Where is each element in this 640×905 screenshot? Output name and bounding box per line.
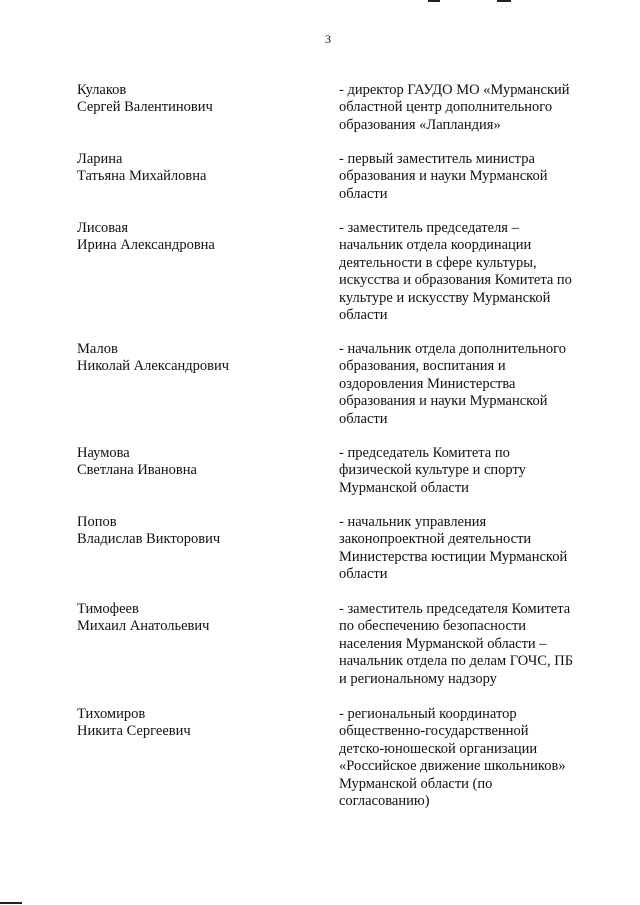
member-surname: Тимофеев (77, 601, 139, 617)
role-line: образования «Лапландия» (339, 116, 501, 133)
member-name (77, 151, 307, 186)
role-line: образования и науки Мурманской (339, 168, 548, 185)
member-surname: Наумова (77, 445, 130, 461)
role-line: - заместитель председателя – (339, 220, 519, 236)
role-line: области (339, 307, 388, 324)
role-line: законопроектной деятельности (339, 531, 532, 548)
role-line: Министерства юстиции Мурманской (339, 548, 568, 565)
member-name (77, 706, 307, 741)
role-line: «Российское движение школьников» (339, 758, 566, 775)
member-given-names: Татьяна Михайловна (77, 168, 207, 185)
scan-artifact (428, 0, 440, 2)
member-name (77, 220, 307, 255)
role-line: Мурманской области (339, 479, 469, 496)
role-line: области (339, 566, 388, 583)
role-line: областной центр дополнительного (339, 99, 553, 116)
member-role (339, 445, 589, 497)
role-line: согласованию) (339, 793, 430, 810)
member-name (77, 601, 307, 636)
role-line: области (339, 185, 388, 202)
member-role (339, 82, 589, 134)
member-given-names: Владислав Викторович (77, 531, 221, 548)
member-role (339, 220, 589, 324)
role-line: - директор ГАУДО МО «Мурманский (339, 82, 570, 98)
role-line: - начальник отдела дополнительного (339, 341, 566, 357)
scan-artifact (497, 0, 511, 2)
member-given-names: Николай Александрович (77, 358, 230, 375)
member-surname: Малов (77, 341, 118, 357)
role-line: по обеспечению безопасности (339, 618, 527, 635)
role-line: - региональный координатор (339, 706, 517, 722)
role-line: искусства и образования Комитета по (339, 272, 572, 289)
role-line: - начальник управления (339, 514, 487, 530)
member-name (77, 82, 307, 117)
role-line: области (339, 410, 388, 427)
role-line: Мурманской области (по (339, 775, 493, 792)
member-name (77, 514, 307, 549)
member-role (339, 706, 589, 810)
member-surname: Попов (77, 514, 117, 530)
scan-artifact (0, 902, 22, 904)
member-name (77, 445, 307, 480)
member-role (339, 514, 589, 584)
member-role (339, 601, 589, 688)
role-line: - заместитель председателя Комитета (339, 601, 571, 617)
role-line: образования и науки Мурманской (339, 393, 548, 410)
member-role (339, 151, 589, 203)
role-line: начальник отдела по делам ГОЧС, ПБ (339, 653, 574, 670)
role-line: и региональному надзору (339, 670, 497, 687)
role-line: физической культуре и спорту (339, 462, 526, 479)
member-surname: Тихомиров (77, 706, 146, 722)
member-given-names: Ирина Александровна (77, 237, 215, 254)
member-surname: Кулаков (77, 82, 127, 98)
member-name (77, 341, 307, 376)
role-line: - первый заместитель министра (339, 151, 535, 167)
role-line: - председатель Комитета по (339, 445, 510, 461)
member-given-names: Михаил Анатольевич (77, 618, 210, 635)
role-line: образования, воспитания и (339, 358, 506, 375)
role-line: детско-юношеской организации (339, 740, 538, 757)
page-number: 3 (325, 32, 331, 46)
role-line: оздоровления Министерства (339, 375, 516, 392)
member-surname: Ларина (77, 151, 123, 167)
role-line: культуре и искусству Мурманской (339, 289, 551, 306)
member-given-names: Никита Сергеевич (77, 723, 191, 740)
member-given-names: Светлана Ивановна (77, 462, 197, 479)
role-line: общественно-государственной (339, 723, 529, 740)
member-given-names: Сергей Валентинович (77, 99, 213, 116)
role-line: деятельности в сфере культуры, (339, 254, 537, 271)
member-surname: Лисовая (77, 220, 129, 236)
role-line: населения Мурманской области – (339, 635, 547, 652)
member-role (339, 341, 589, 428)
role-line: начальник отдела координации (339, 237, 532, 254)
